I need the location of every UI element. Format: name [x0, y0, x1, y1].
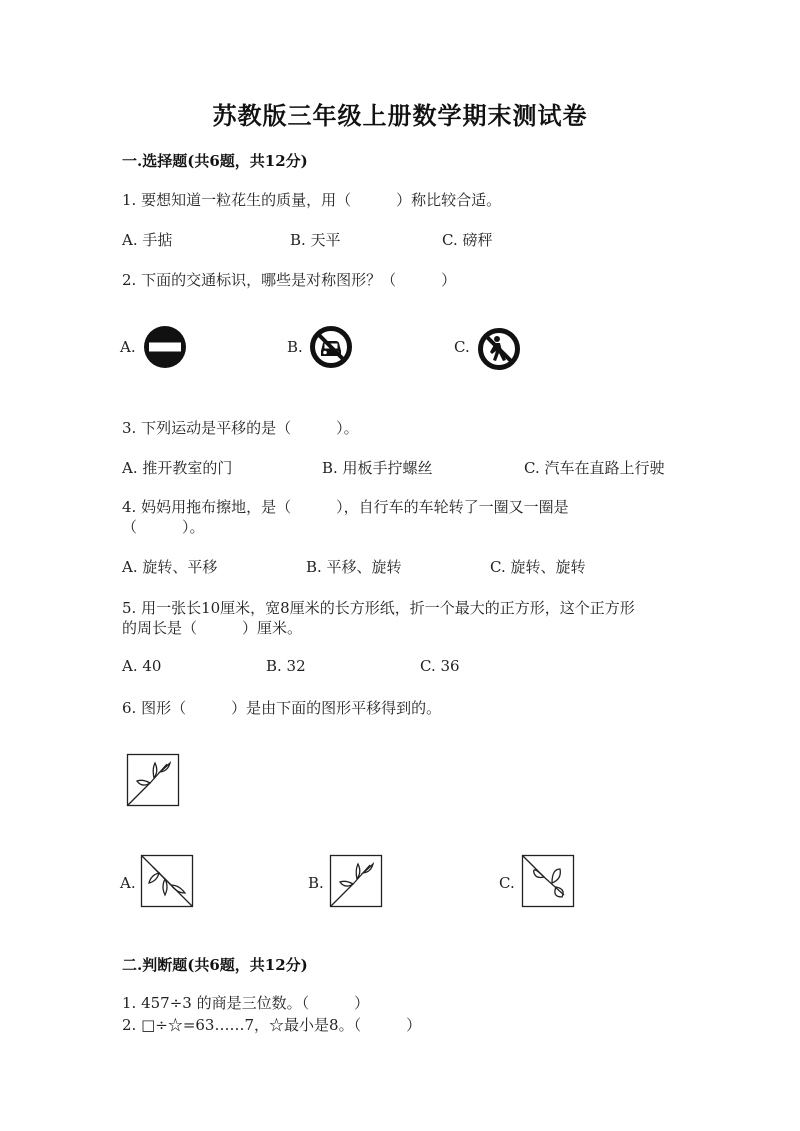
q4-option-b: B. 平移、旋转 — [306, 558, 402, 576]
question-5-line-1: 5. 用一张长10厘米，宽8厘米的长方形纸，折一个最大的正方形，这个正方形 — [122, 599, 635, 617]
q6-option-b: B. — [308, 874, 324, 892]
leaf-branch-icon — [127, 754, 179, 806]
q5-option-a: A. 40 — [122, 657, 162, 675]
question-4-line-1: 4. 妈妈用拖布擦地，是（ ），自行车的车轮转了一圈又一圈是 — [122, 498, 569, 516]
judge-question-1: 1. 457÷3 的商是三位数。（ ） — [122, 994, 370, 1012]
leaf-branch-icon — [330, 855, 382, 907]
q6-option-a: A. — [120, 874, 136, 892]
q2-option-a: A. — [120, 338, 136, 356]
q2-option-b: B. — [287, 338, 303, 356]
leaf-branch-icon — [141, 855, 193, 907]
no-entry-sign-icon — [143, 325, 187, 369]
question-6: 6. 图形（ ）是由下面的图形平移得到的。 — [122, 699, 442, 717]
q3-option-c: C. 汽车在直路上行驶 — [524, 459, 665, 477]
q1-option-c: C. 磅秤 — [442, 231, 493, 249]
no-motor-vehicles-sign-icon — [309, 325, 353, 369]
section-heading-choice: 一.选择题(共6题，共12分) — [122, 152, 308, 170]
judge-question-2: 2. □÷☆=63……7，☆最小是8。（ ） — [122, 1016, 422, 1034]
q5-option-c: C. 36 — [420, 657, 460, 675]
question-2: 2. 下面的交通标识，哪些是对称图形？（ ） — [122, 271, 457, 289]
q5-option-b: B. 32 — [266, 657, 306, 675]
question-3: 3. 下列运动是平移的是（ ）。 — [122, 419, 359, 437]
leaf-branch-icon — [522, 855, 574, 907]
q4-option-c: C. 旋转、旋转 — [490, 558, 586, 576]
q6-option-c: C. — [499, 874, 515, 892]
section-heading-judge: 二.判断题(共6题，共12分) — [122, 956, 308, 974]
q1-option-a: A. 手掂 — [122, 231, 173, 249]
question-1: 1. 要想知道一粒花生的质量，用（ ）称比较合适。 — [122, 191, 502, 209]
page-title: 苏教版三年级上册数学期末测试卷 — [212, 101, 588, 130]
q3-option-a: A. 推开教室的门 — [122, 459, 233, 477]
q1-option-b: B. 天平 — [290, 231, 341, 249]
question-4-line-2: （ ）。 — [122, 518, 205, 536]
q4-option-a: A. 旋转、平移 — [122, 558, 218, 576]
no-pedestrians-sign-icon — [477, 327, 521, 371]
question-5-line-2: 的周长是（ ）厘米。 — [122, 619, 303, 637]
q3-option-b: B. 用板手拧螺丝 — [322, 459, 433, 477]
q2-option-c: C. — [454, 338, 470, 356]
